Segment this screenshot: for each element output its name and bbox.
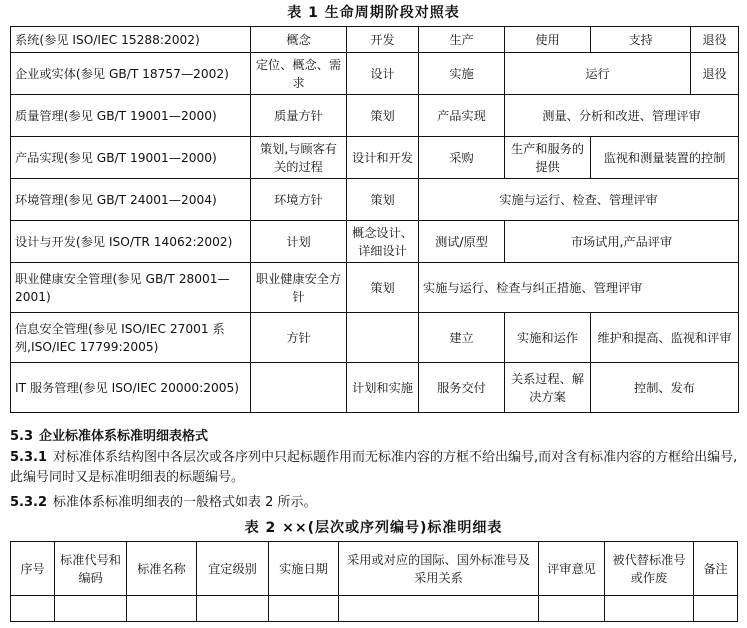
- table-cell: 职业健康安全方针: [251, 263, 347, 313]
- table-row: [11, 363, 739, 413]
- table-cell: 生产和服务的提供: [505, 137, 591, 179]
- table-cell: 实施与运行、检查与纠正措施、管理评审: [419, 263, 739, 313]
- table-cell: [347, 313, 419, 363]
- section-title: 企业标准体系标准明细表格式: [39, 429, 209, 444]
- table-cell: [539, 596, 605, 622]
- table-cell: 采购: [419, 137, 505, 179]
- table-row: [11, 53, 739, 95]
- table-row: [11, 27, 739, 53]
- table-cell: 实施与运行、检查、管理评审: [419, 179, 739, 221]
- table-cell: [339, 596, 539, 622]
- table-cell: 环境管理(参见 GB/T 24001—2004): [11, 179, 251, 221]
- table-cell: 信息安全管理(参见 ISO/IEC 27001 系列,ISO/IEC 17799:2005): [11, 313, 251, 363]
- table2-title: 表 2 ××(层次或序列编号)标准明细表: [244, 520, 503, 536]
- lifecycle-table: [10, 26, 739, 413]
- table-cell: [127, 596, 197, 622]
- table-cell: 控制、发布: [591, 363, 739, 413]
- table-cell: 实施: [419, 53, 505, 95]
- table-cell: 策划,与顾客有关的过程: [251, 137, 347, 179]
- table-row: [11, 137, 739, 179]
- table-row: [11, 596, 738, 622]
- table-cell: 概念: [251, 27, 347, 53]
- table-row: [11, 263, 739, 313]
- standards-detail-table: [10, 541, 738, 622]
- table-cell: [694, 596, 738, 622]
- table-cell: 定位、概念、需求: [251, 53, 347, 95]
- table-cell: 策划: [347, 95, 419, 137]
- table-cell: 宜定级别: [197, 542, 269, 596]
- table-cell: [11, 596, 55, 622]
- table-cell: 方针: [251, 313, 347, 363]
- table-cell: 退役: [691, 27, 739, 53]
- table-cell: [605, 596, 694, 622]
- paragraph-text: 对标准体系结构图中各层次或各序列中只起标题作用而无标准内容的方框不给出编号,而对含有标准内容的方框给出编号,此编号同时又是标准明细表的标题编号。: [10, 450, 738, 485]
- section-5-3-1-paragraph: [10, 448, 740, 488]
- table-row: [11, 313, 739, 363]
- table-cell: 职业健康安全管理(参见 GB/T 28001—2001): [11, 263, 251, 313]
- table-cell: 测量、分析和改进、管理评审: [505, 95, 739, 137]
- table-cell: 使用: [505, 27, 591, 53]
- section-5-3-2-paragraph: [10, 493, 740, 513]
- table-row: [11, 221, 739, 263]
- table-cell: 关系过程、解决方案: [505, 363, 591, 413]
- table-cell: 维护和提高、监视和评审: [591, 313, 739, 363]
- table-cell: 产品实现(参见 GB/T 19001—2000): [11, 137, 251, 179]
- table-cell: 开发: [347, 27, 419, 53]
- table-cell: [197, 596, 269, 622]
- table-row: [11, 179, 739, 221]
- table-cell: [55, 596, 127, 622]
- table-cell: 监视和测量装置的控制: [591, 137, 739, 179]
- section-number: 5.3.2: [10, 495, 48, 510]
- table-cell: 建立: [419, 313, 505, 363]
- table-cell: 生产: [419, 27, 505, 53]
- table-cell: 退役: [691, 53, 739, 95]
- table-cell: 备注: [694, 542, 738, 596]
- table-cell: 设计和开发: [347, 137, 419, 179]
- table-cell: [251, 363, 347, 413]
- table-cell: 服务交付: [419, 363, 505, 413]
- table-cell: 采用或对应的国际、国外标准号及采用关系: [339, 542, 539, 596]
- table-cell: 质量管理(参见 GB/T 19001—2000): [11, 95, 251, 137]
- table-cell: 设计与开发(参见 ISO/TR 14062:2002): [11, 221, 251, 263]
- table-cell: 概念设计、详细设计: [347, 221, 419, 263]
- table-cell: 测试/原型: [419, 221, 505, 263]
- section-5-3-heading: [10, 427, 740, 447]
- table-cell: 实施日期: [269, 542, 339, 596]
- table-cell: 策划: [347, 179, 419, 221]
- table-cell: 被代替标准号或作废: [605, 542, 694, 596]
- table-cell: 评审意见: [539, 542, 605, 596]
- table-cell: 质量方针: [251, 95, 347, 137]
- table-cell: 企业或实体(参见 GB/T 18757—2002): [11, 53, 251, 95]
- table-cell: 支持: [591, 27, 691, 53]
- section-number: 5.3.1: [10, 450, 48, 465]
- table-row: [11, 542, 738, 596]
- table-cell: 系统(参见 ISO/IEC 15288:2002): [11, 27, 251, 53]
- table1-title: 表 1 生命周期阶段对照表: [287, 5, 460, 21]
- table-cell: [269, 596, 339, 622]
- table-cell: 市场试用,产品评审: [505, 221, 739, 263]
- table-row: [11, 95, 739, 137]
- table-cell: 标准代号和编码: [55, 542, 127, 596]
- table-cell: 实施和运作: [505, 313, 591, 363]
- table-cell: 计划和实施: [347, 363, 419, 413]
- table-cell: 标准名称: [127, 542, 197, 596]
- table-cell: 产品实现: [419, 95, 505, 137]
- table-cell: IT 服务管理(参见 ISO/IEC 20000:2005): [11, 363, 251, 413]
- table-cell: 运行: [505, 53, 691, 95]
- table-cell: 计划: [251, 221, 347, 263]
- table-cell: 环境方针: [251, 179, 347, 221]
- section-number: 5.3: [10, 429, 34, 444]
- paragraph-text: 标准体系标准明细表的一般格式如表 2 所示。: [53, 495, 317, 510]
- table-cell: 序号: [11, 542, 55, 596]
- table-cell: 设计: [347, 53, 419, 95]
- table-cell: 策划: [347, 263, 419, 313]
